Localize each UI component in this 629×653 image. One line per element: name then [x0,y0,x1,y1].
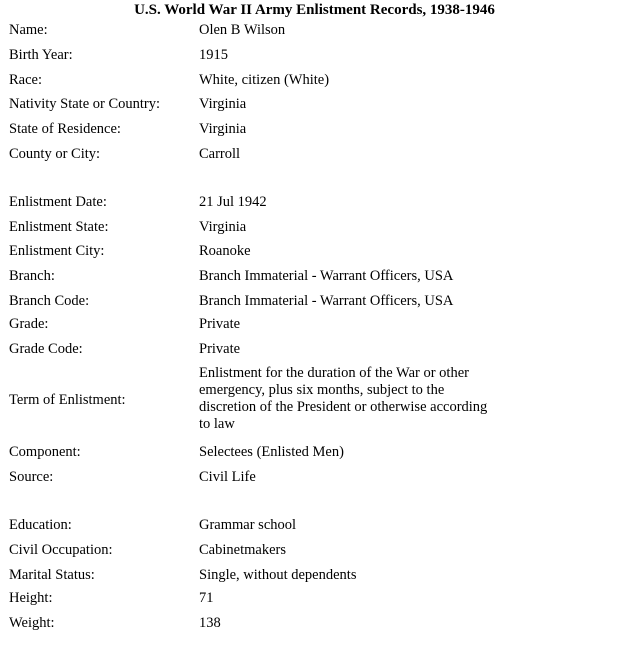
county-label: County or City: [9,146,101,162]
source-label: Source: [9,469,54,485]
grade-code-label: Grade Code: [9,341,83,357]
enlistment-date-label: Enlistment Date: [9,194,107,210]
grade-label: Grade: [9,316,49,332]
race-value: White, citizen (White) [199,72,330,88]
branch-label: Branch: [9,268,55,284]
county-value: Carroll [199,146,241,162]
education-label: Education: [9,517,72,533]
name-value: Olen B Wilson [199,22,286,38]
name-label: Name: [9,22,48,38]
branch-code-value: Branch Immaterial - Warrant Officers, USA [199,293,454,309]
residence-label: State of Residence: [9,121,121,137]
component-label: Component: [9,444,81,460]
branch-value: Branch Immaterial - Warrant Officers, USA [199,268,454,284]
marital-value: Single, without dependents [199,567,357,583]
education-value: Grammar school [199,517,297,533]
enlistment-state-label: Enlistment State: [9,219,109,235]
branch-code-label: Branch Code: [9,293,90,309]
nativity-value: Virginia [199,96,247,112]
grade-value: Private [199,316,241,332]
birth-year-label: Birth Year: [9,47,73,63]
weight-value: 138 [199,615,221,631]
occupation-label: Civil Occupation: [9,542,113,558]
enlistment-city-value: Roanoke [199,243,251,259]
residence-value: Virginia [199,121,247,137]
term-label: Term of Enlistment: [9,392,126,408]
height-label: Height: [9,590,53,606]
birth-year-value: 1915 [199,47,228,63]
grade-code-value: Private [199,341,241,357]
component-value: Selectees (Enlisted Men) [199,444,344,460]
enlistment-city-label: Enlistment City: [9,243,105,259]
enlistment-date-value: 21 Jul 1942 [199,194,267,210]
race-label: Race: [9,72,43,88]
weight-label: Weight: [9,615,55,631]
height-value: 71 [199,590,214,606]
record-title: U.S. World War II Army Enlistment Records, 1938-1946 [134,2,495,18]
marital-label: Marital Status: [9,567,95,583]
occupation-value: Cabinetmakers [199,542,286,558]
source-value: Civil Life [199,469,256,485]
enlistment-state-value: Virginia [199,219,247,235]
term-value: Enlistment for the duration of the War or other emergency, plus six months, subject to the discretion of the President or otherwise according to law [199,365,488,432]
nativity-label: Nativity State or Country: [9,96,161,112]
